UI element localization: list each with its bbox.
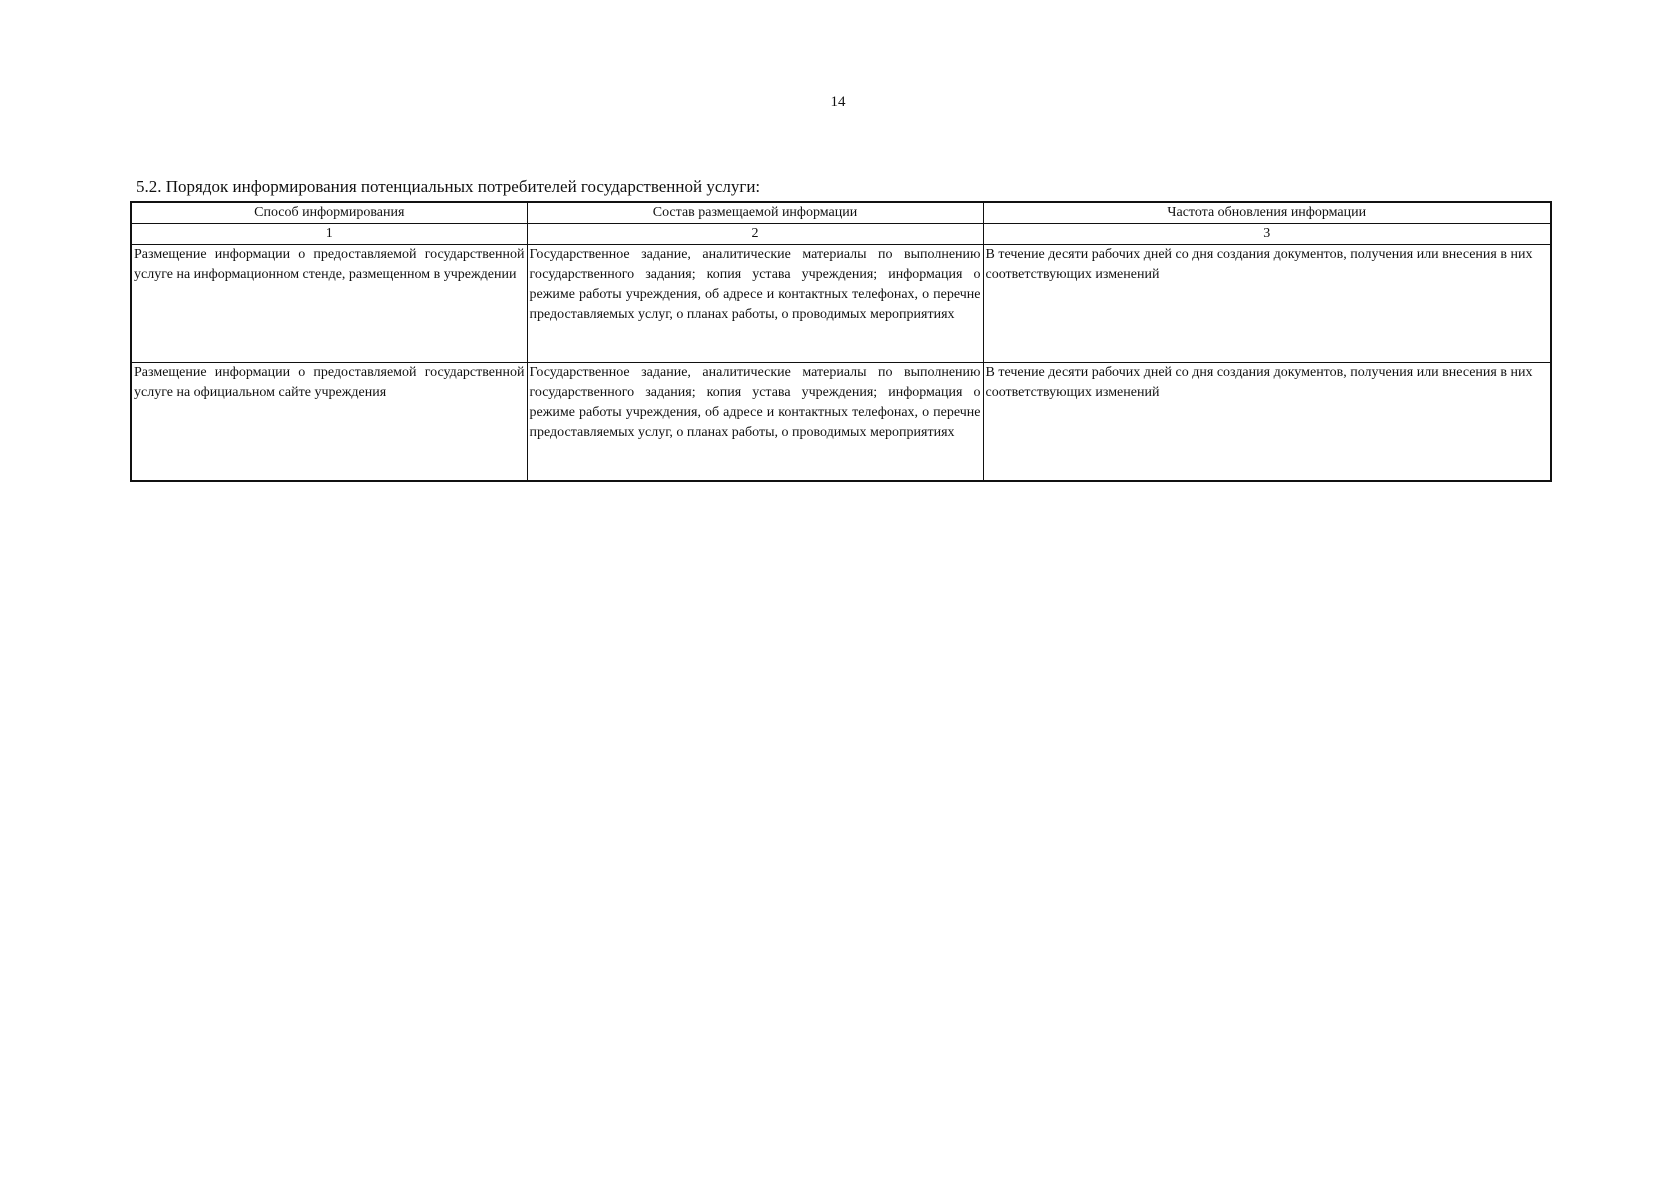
cell-frequency: В течение десяти рабочих дней со дня создания документов, получения или внесения в них соответствующих изменений: [983, 363, 1551, 482]
cell-method: Размещение информации о предоставляемой государственной услуге на официальном сайте учреждения: [131, 363, 527, 482]
table-row: [131, 245, 1551, 363]
header-method: Способ информирования: [131, 202, 527, 224]
table-row: [131, 363, 1551, 482]
cell-content: Государственное задание, аналитические материалы по выполнению государственного задания; копия устава учреждения; информация о режиме работы учреждения, об адресе и контактных телефонах, о перечне предоставляемых услуг, о планах работы, о проводимых мероприятиях: [527, 245, 983, 363]
section-title: 5.2. Порядок информирования потенциальных потребителей государственной услуги:: [136, 177, 761, 196]
table-column-numbers-row: [131, 224, 1551, 245]
cell-frequency: В течение десяти рабочих дней со дня создания документов, получения или внесения в них соответствующих изменений: [983, 245, 1551, 363]
table-header-row: [131, 202, 1551, 224]
header-content: Состав размещаемой информации: [527, 202, 983, 224]
information-table: [130, 201, 1552, 482]
column-number-3: 3: [983, 224, 1551, 245]
header-frequency: Частота обновления информации: [983, 202, 1551, 224]
cell-method: Размещение информации о предоставляемой государственной услуге на информационном стенде, размещенном в учреждении: [131, 245, 527, 363]
cell-content: Государственное задание, аналитические материалы по выполнению государственного задания; копия устава учреждения; информация о режиме работы учреждения, об адресе и контактных телефонах, о перечне предоставляемых услуг, о планах работы, о проводимых мероприятиях: [527, 363, 983, 482]
page-number: 14: [830, 94, 846, 110]
column-number-2: 2: [527, 224, 983, 245]
column-number-1: 1: [131, 224, 527, 245]
